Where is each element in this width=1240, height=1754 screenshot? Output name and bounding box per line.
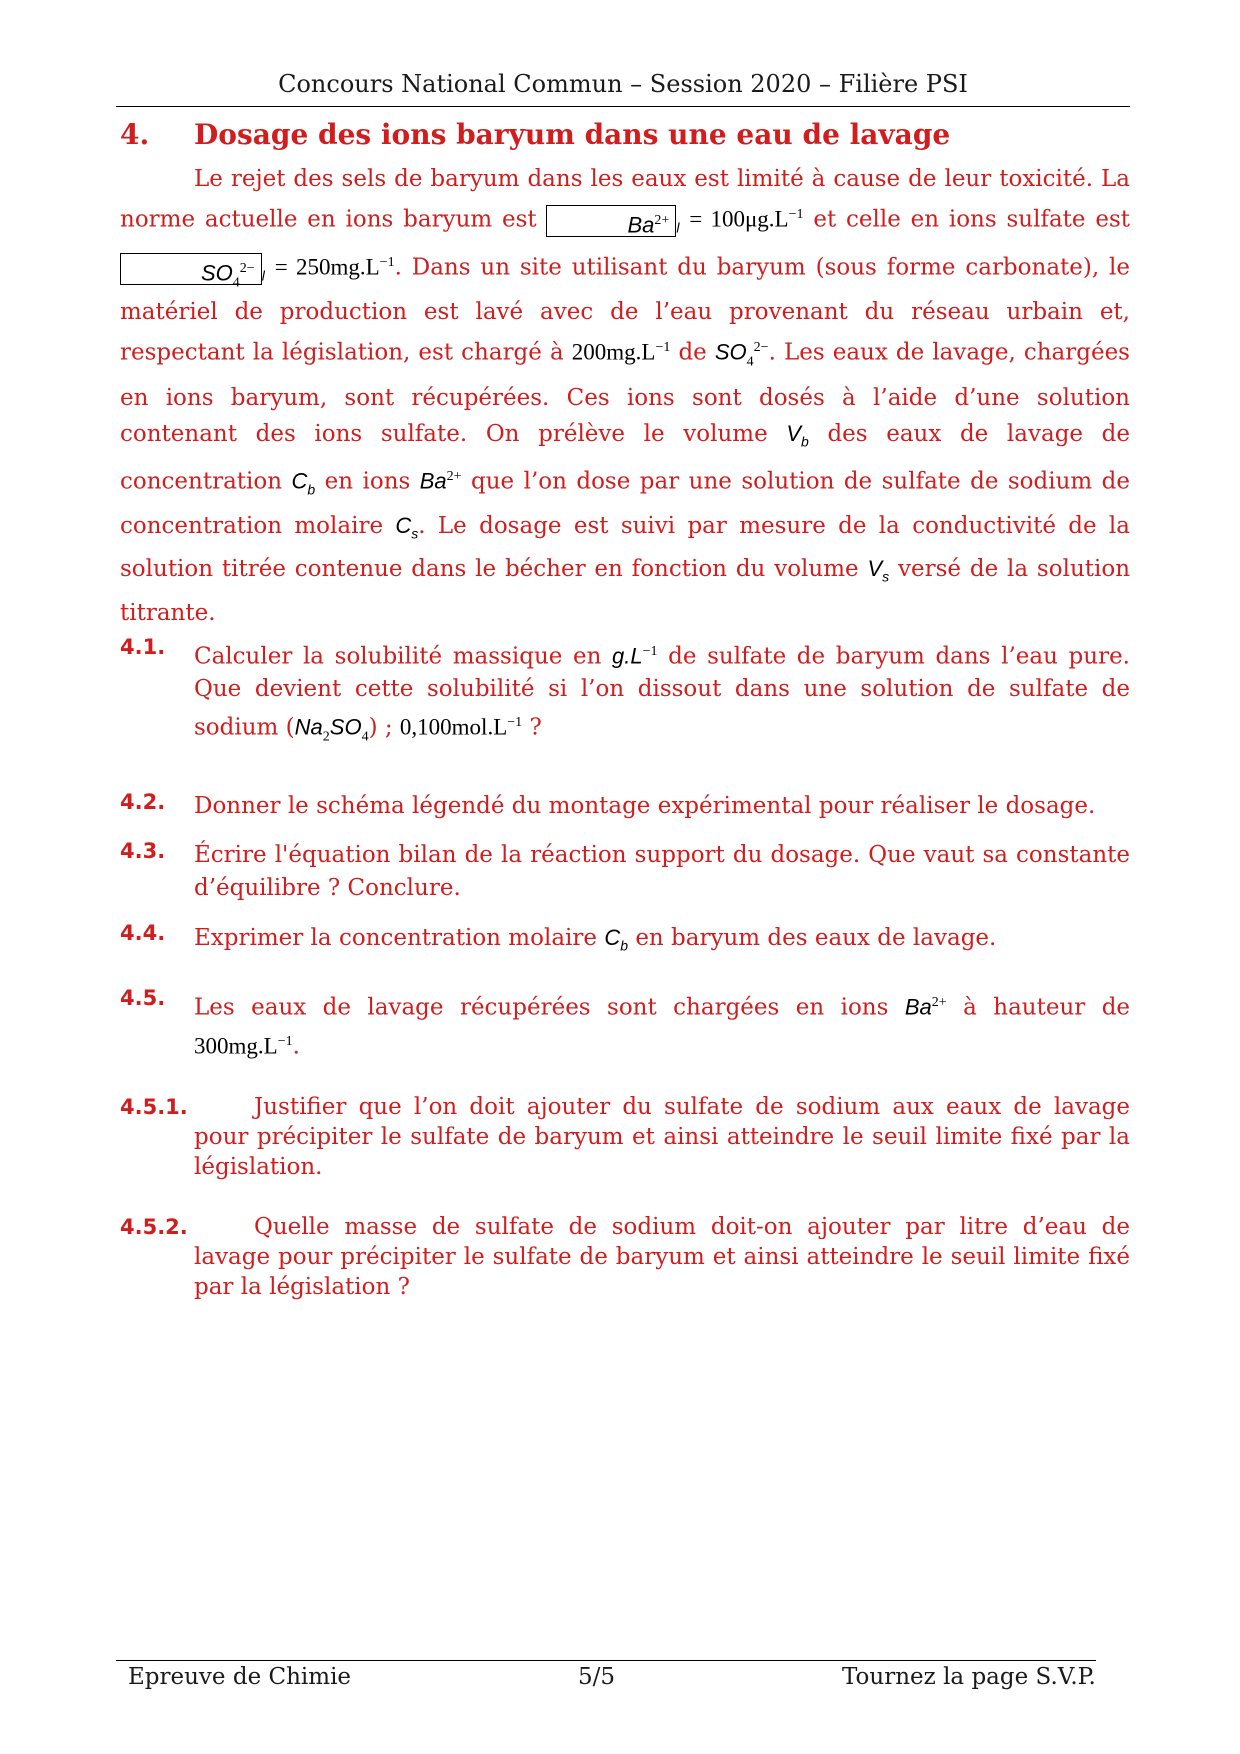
question-4-3: 4.3. Écrire l'équation bilan de la réaction support du dosage. Que vaut sa constante d’équilibre ? Conclure. bbox=[120, 839, 1130, 905]
question-4-5-1: 4.5.1. Justifier que l’on doit ajouter du sulfate de sodium aux eaux de lavage pour précipiter le sulfate de baryum et ainsi atteindre le seuil limite fixé par la législation. bbox=[120, 1093, 1130, 1180]
question-number: 4.5.1. bbox=[120, 1094, 188, 1119]
footer-left: Epreuve de Chimie bbox=[128, 1664, 352, 1690]
question-4-5-2: 4.5.2. Quelle masse de sulfate de sodium doit-on ajouter par litre d’eau de lavage pour précipiter le sulfate de baryum et ainsi atteindre le seuil limite fixé par la législation ? bbox=[120, 1213, 1130, 1300]
question-4-4: 4.4. Exprimer la concentration molaire $C_b$ en baryum des eaux de lavage. bbox=[120, 921, 1130, 963]
question-number: 4.5.2. bbox=[120, 1214, 188, 1239]
page-content bbox=[120, 118, 1130, 1302]
barium-concentration-bracket: $Ba^{2+}$ bbox=[546, 205, 676, 237]
question-number: 4.5. bbox=[120, 986, 166, 1011]
barium-limit-value: = 100μg.L bbox=[689, 206, 789, 232]
intro-text-1: Le rejet des sels de baryum dans les eaux est limité à cause de leur toxicité. La norme actuelle en ions baryum est bbox=[120, 166, 1130, 233]
header-divider bbox=[116, 106, 1130, 107]
footer-page-number: 5/5 bbox=[578, 1664, 616, 1690]
question-number: 4.1. bbox=[120, 634, 166, 659]
section-heading bbox=[120, 118, 1130, 151]
question-number: 4.3. bbox=[120, 838, 166, 863]
page-header: Concours National Commun – Session 2020 – Filière PSI bbox=[278, 70, 968, 98]
section-number: 4. bbox=[120, 118, 150, 151]
sulfate-limit-value: = 250mg.L bbox=[274, 254, 380, 280]
intro-paragraph: Le rejet des sels de baryum dans les eaux est limité à cause de leur toxicité. La norme actuelle en ions baryum est $Ba^{2+}$ $_l = 100\mu g.L^{-1}$ et celle en ions sulfate est $SO_4^{2-}$ $_l = 250mg.L^{-1}$. Dans un site utilisant du baryum (sous forme carbonate), le matériel de production est lavé avec de l’eau provenant du réseau urbain et, respectant la législation, est chargé à $200mg.L^{-1}$ de $SO_4^{2-}$. Les eaux de lavage, chargées en ions baryum, sont récupérées. Ces ions sont dosés à l’aide d’une solution contenant des ions sulfate. On prélève le volume $V_b$ des eaux de lavage de concentration $C_b$ en ions $Ba^{2+}$ que l’on dose par une solution de sulfate de sodium de concentration molaire $C_s$. Le dosage est suivi par mesure de la conductivité de la solution titrée contenue dans le bécher en fonction du volume $V_s$ versé de la solution titrante. bbox=[120, 166, 1131, 626]
question-4-1: 4.1. Calculer la solubilité massique en $g.L^{-1}$ de sulfate de baryum dans l’eau pure. Que devient cette solubilité si l’on dissout dans une solution de sulfate de sodium $(Na_2SO_4)$ ; $0,100mol.L^{-1}$ ? bbox=[120, 635, 1130, 754]
question-4-5: 4.5. Les eaux de lavage récupérées sont chargées en ions $Ba^{2+}$ à hauteur de $300mg.L^{-1}$. bbox=[120, 986, 1130, 1063]
footer-right: Tournez la page S.V.P. bbox=[842, 1664, 1096, 1690]
question-4-2: 4.2. Donner le schéma légendé du montage expérimental pour réaliser le dosage. bbox=[120, 790, 1130, 823]
section-title: Dosage des ions baryum dans une eau de lavage bbox=[194, 118, 951, 151]
network-sulfate-value: 200mg.L bbox=[571, 339, 656, 365]
question-number: 4.4. bbox=[120, 920, 166, 945]
question-number: 4.2. bbox=[120, 789, 166, 814]
footer-divider bbox=[116, 1660, 1096, 1661]
sulfate-concentration-bracket: $SO_4^{2-}$ bbox=[120, 253, 262, 285]
